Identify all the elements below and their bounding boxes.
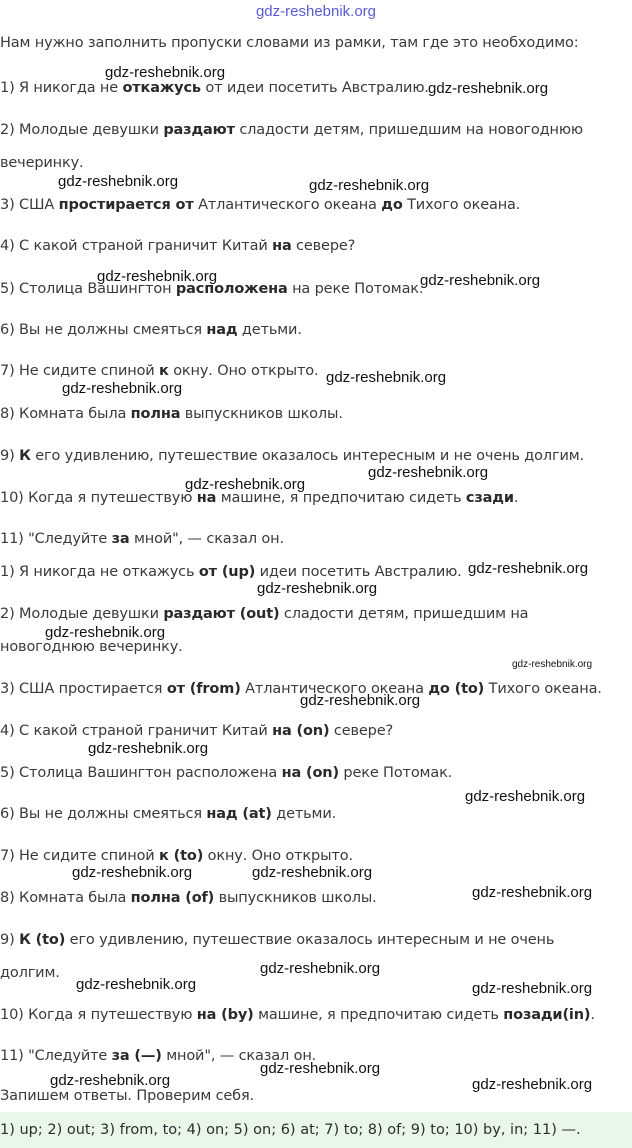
emphasized-word: полна (of) bbox=[130, 890, 215, 906]
sentence-text: 6) bbox=[0, 322, 15, 338]
sentence-text: 10) bbox=[0, 490, 24, 506]
sentence-text: Не сидите спиной bbox=[14, 363, 160, 379]
sentence-text: Когда я путешествую bbox=[23, 1007, 197, 1023]
intro-text: Нам нужно заполнить пропуски словами из рамки, там где это необходимо: bbox=[0, 35, 579, 51]
sentence-text: Я никогда не bbox=[14, 80, 123, 96]
part1-line bbox=[0, 362, 318, 380]
sentence-text: долгим. bbox=[0, 965, 60, 981]
emphasized-word: на (by) bbox=[196, 1007, 254, 1023]
watermark-text: gdz-reshebnik.org bbox=[300, 692, 421, 709]
sentence-text: 8) bbox=[0, 890, 15, 906]
part2-line bbox=[0, 722, 393, 740]
sentence-text: 11) bbox=[0, 1048, 24, 1064]
sentence-text: США bbox=[14, 197, 59, 213]
watermark-text: gdz-reshebnik.org bbox=[326, 369, 447, 386]
sentence-text: сладости детям, пришедшим на bbox=[279, 606, 529, 622]
sentence-text: 1) bbox=[0, 80, 15, 96]
sentence-text: Молодые девушки bbox=[14, 122, 164, 138]
sentence-text: машине, я предпочитаю сидеть bbox=[216, 490, 466, 506]
sentence-text: 5) bbox=[0, 765, 15, 781]
sentence-text: Я никогда не откажусь bbox=[14, 564, 199, 580]
watermark-text: gdz-reshebnik.org bbox=[472, 1076, 593, 1093]
sentence-text: сладости детям, пришедшим на новогоднюю bbox=[234, 122, 583, 138]
sentence-text: Комната была bbox=[14, 406, 131, 422]
part2-line bbox=[0, 847, 353, 865]
sentence-text: Атлантического океана bbox=[240, 681, 429, 697]
sentence-text: Когда я путешествую bbox=[23, 490, 197, 506]
sentence-text: машине, я предпочитаю сидеть bbox=[253, 1007, 504, 1023]
sentence-text: 2) bbox=[0, 606, 15, 622]
sentence-text: идеи посетить Австралию. bbox=[255, 564, 462, 580]
watermark-text: gdz-reshebnik.org bbox=[185, 476, 306, 493]
sentence-text: выпускников школы. bbox=[180, 406, 343, 422]
emphasized-word: на (on) bbox=[272, 723, 330, 739]
emphasized-word: к bbox=[159, 363, 169, 379]
sentence-text: севере? bbox=[329, 723, 394, 739]
emphasized-word: над bbox=[206, 322, 238, 338]
sentence-text: "Следуйте bbox=[23, 1048, 112, 1064]
watermark-text: gdz-reshebnik.org bbox=[50, 1072, 171, 1089]
sentence-text: Вы не должны смеяться bbox=[14, 322, 207, 338]
sentence-text: выпускников школы. bbox=[214, 890, 377, 906]
watermark-text: gdz-reshebnik.org bbox=[428, 80, 549, 97]
sentence-text: Тихого океана. bbox=[402, 197, 521, 213]
part1-line bbox=[0, 237, 355, 255]
sentence-text: США простирается bbox=[14, 681, 167, 697]
watermark-text: gdz-reshebnik.org bbox=[472, 884, 593, 901]
sentence-text: 4) bbox=[0, 723, 15, 739]
emphasized-word: К (to) bbox=[19, 932, 66, 948]
sentence-text: 8) bbox=[0, 406, 15, 422]
sentence-text: 11) bbox=[0, 531, 24, 547]
part1-line bbox=[0, 154, 84, 172]
watermark-text: gdz-reshebnik.org bbox=[260, 1060, 381, 1077]
emphasized-word: на bbox=[272, 238, 292, 254]
sentence-text: 3) bbox=[0, 681, 15, 697]
sentence-text: севере? bbox=[291, 238, 356, 254]
emphasized-word: расположена bbox=[175, 281, 288, 297]
sentence-text: вечеринку. bbox=[0, 155, 84, 171]
emphasized-word: за bbox=[111, 531, 130, 547]
emphasized-word: над (at) bbox=[206, 806, 272, 822]
emphasized-word: позади(in) bbox=[503, 1007, 591, 1023]
sentence-text: Столица Вашингтон расположена bbox=[14, 765, 282, 781]
sentence-text: на реке Потомак. bbox=[287, 281, 424, 297]
watermark-text: gdz-reshebnik.org bbox=[309, 177, 430, 194]
part2-line bbox=[0, 764, 452, 782]
emphasized-word: до (to) bbox=[428, 681, 485, 697]
part2-line bbox=[0, 805, 336, 823]
sentence-text: . bbox=[590, 1007, 595, 1023]
answers-text: 1) up; 2) out; 3) from, to; 4) on; 5) on; 6) at; 7) to; 8) of; 9) to; 10) by, in; 11) —. bbox=[0, 1122, 581, 1138]
sentence-text: 1) bbox=[0, 564, 15, 580]
watermark-text: gdz-reshebnik.org bbox=[76, 976, 197, 993]
watermark-text: gdz-reshebnik.org bbox=[420, 272, 541, 289]
watermark-text: gdz-reshebnik.org bbox=[45, 624, 166, 641]
part2-line bbox=[0, 563, 462, 581]
watermark-text: gdz-reshebnik.org bbox=[105, 64, 226, 81]
watermark-text: gdz-reshebnik.org bbox=[260, 960, 381, 977]
watermark-text: gdz-reshebnik.org bbox=[368, 464, 489, 481]
emphasized-word: простирается от bbox=[58, 197, 194, 213]
watermark-text: gdz-reshebnik.org bbox=[62, 380, 183, 397]
sentence-text: 5) bbox=[0, 281, 15, 297]
sentence-text: реке Потомак. bbox=[338, 765, 453, 781]
emphasized-word: на bbox=[196, 490, 217, 506]
sentence-text: окну. Оно открыто. bbox=[203, 848, 353, 864]
part2-line bbox=[0, 964, 60, 982]
part2-line bbox=[0, 931, 554, 949]
emphasized-word: до bbox=[381, 197, 403, 213]
watermark-text: gdz-reshebnik.org bbox=[468, 560, 589, 577]
watermark-text: gdz-reshebnik.org bbox=[97, 268, 218, 285]
emphasized-word: от (from) bbox=[166, 681, 241, 697]
emphasized-word: на (on) bbox=[281, 765, 339, 781]
sentence-text: мной", — сказал он. bbox=[161, 1048, 317, 1064]
emphasized-word: раздают bbox=[163, 122, 235, 138]
watermark-text: gdz-reshebnik.org bbox=[512, 659, 593, 670]
sentence-text: его удивлению, путешествие оказалось интересным и не очень bbox=[65, 932, 555, 948]
part1-line bbox=[0, 405, 343, 423]
watermark-text: gdz-reshebnik.org bbox=[257, 580, 378, 597]
sentence-text: мной", — сказал он. bbox=[129, 531, 284, 547]
emphasized-word: К bbox=[19, 448, 31, 464]
answers-bar bbox=[0, 1112, 632, 1148]
sentence-text: от идеи посетить Австралию. bbox=[200, 80, 429, 96]
watermark-text: gdz-reshebnik.org bbox=[72, 864, 193, 881]
part2-line bbox=[0, 889, 377, 907]
sentence-text: его удивлению, путешествие оказалось интересным и не очень долгим. bbox=[30, 448, 584, 464]
sentence-text: детьми. bbox=[271, 806, 337, 822]
sentence-text: 3) bbox=[0, 197, 15, 213]
part1-line bbox=[0, 79, 429, 97]
sentence-text: Тихого океана. bbox=[484, 681, 602, 697]
sentence-text: Молодые девушки bbox=[14, 606, 164, 622]
sentence-text: Атлантического океана bbox=[193, 197, 382, 213]
emphasized-word: от (up) bbox=[198, 564, 256, 580]
sentence-text: С какой страной граничит Китай bbox=[14, 723, 273, 739]
sentence-text: 2) bbox=[0, 122, 15, 138]
sentence-text: Вы не должны смеяться bbox=[14, 806, 207, 822]
part1-line bbox=[0, 530, 284, 548]
sentence-text: Столица Вашингтон bbox=[14, 281, 176, 297]
site-header[interactable]: gdz-reshebnik.org bbox=[255, 3, 377, 20]
check-text: Запишем ответы. Проверим себя. bbox=[0, 1088, 255, 1104]
emphasized-word: раздают (out) bbox=[163, 606, 280, 622]
sentence-text: Не сидите спиной bbox=[14, 848, 160, 864]
emphasized-word: полна bbox=[130, 406, 181, 422]
sentence-text: 7) bbox=[0, 848, 15, 864]
part1-line bbox=[0, 196, 520, 214]
sentence-text: 9) bbox=[0, 932, 15, 948]
emphasized-word: сзади bbox=[465, 490, 514, 506]
watermark-text: gdz-reshebnik.org bbox=[472, 980, 593, 997]
part2-line bbox=[0, 605, 528, 623]
sentence-text: . bbox=[513, 490, 519, 506]
watermark-text: gdz-reshebnik.org bbox=[465, 788, 586, 805]
emphasized-word: к (to) bbox=[159, 848, 204, 864]
watermark-text: gdz-reshebnik.org bbox=[88, 740, 209, 757]
sentence-text: 6) bbox=[0, 806, 15, 822]
part2-line bbox=[0, 1006, 595, 1024]
sentence-text: детьми. bbox=[237, 322, 302, 338]
emphasized-word: за (—) bbox=[111, 1048, 162, 1064]
part1-line bbox=[0, 321, 302, 339]
part1-line bbox=[0, 121, 583, 139]
sentence-text: С какой страной граничит Китай bbox=[14, 238, 273, 254]
watermark-text: gdz-reshebnik.org bbox=[252, 864, 373, 881]
sentence-text: Комната была bbox=[14, 890, 131, 906]
sentence-text: 7) bbox=[0, 363, 15, 379]
sentence-text: 4) bbox=[0, 238, 15, 254]
watermark-text: gdz-reshebnik.org bbox=[58, 173, 179, 190]
sentence-text: новогоднюю вечеринку. bbox=[0, 639, 183, 655]
sentence-text: "Следуйте bbox=[23, 531, 112, 547]
sentence-text: окну. Оно открыто. bbox=[168, 363, 319, 379]
emphasized-word: откажусь bbox=[122, 80, 201, 96]
part1-line bbox=[0, 447, 584, 465]
sentence-text: 9) bbox=[0, 448, 15, 464]
sentence-text: 10) bbox=[0, 1007, 24, 1023]
